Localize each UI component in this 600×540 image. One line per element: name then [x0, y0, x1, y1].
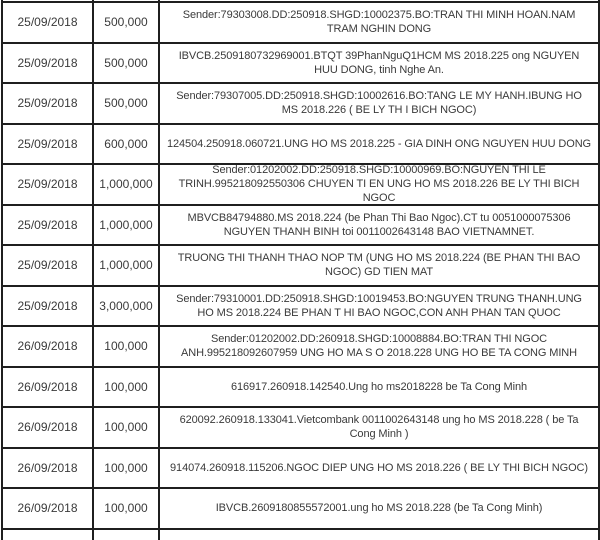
amount-cell: 1,000,000 [94, 165, 160, 206]
amount-cell: 100,000 [94, 449, 160, 490]
clipped-bottom-row-description-cell [160, 530, 600, 540]
amount-cell: 100,000 [94, 327, 160, 368]
amount-cell: 600,000 [94, 125, 160, 166]
date-cell: 25/09/2018 [3, 44, 94, 85]
description-cell: 616917.260918.142540.Ung ho ms2018228 be Ta Cong Minh [160, 368, 600, 409]
amount-cell: 3,000,000 [94, 287, 160, 328]
amount-cell: 100,000 [94, 489, 160, 530]
amount-cell: 100,000 [94, 408, 160, 449]
date-cell: 25/09/2018 [3, 287, 94, 328]
amount-cell: 1,000,000 [94, 246, 160, 287]
description-cell: 124504.250918.060721.UNG HO MS 2018.225 - GIA DINH ONG NGUYEN HUU DONG [160, 125, 600, 166]
description-cell: IBVCB.2509180732969001.BTQT 39PhanNguQ1HCM MS 2018.225 ong NGUYEN HUU DONG, tinh Nghe An. [160, 44, 600, 85]
date-cell: 25/09/2018 [3, 3, 94, 44]
date-cell: 26/09/2018 [3, 368, 94, 409]
description-cell: IBVCB.2609180855572001.ung ho MS 2018.228 (be Ta Cong Minh) [160, 489, 600, 530]
date-cell: 25/09/2018 [3, 165, 94, 206]
amount-cell: 500,000 [94, 3, 160, 44]
date-cell: 26/09/2018 [3, 489, 94, 530]
date-cell: 25/09/2018 [3, 125, 94, 166]
amount-cell: 500,000 [94, 84, 160, 125]
date-cell: 26/09/2018 [3, 408, 94, 449]
description-cell: MBVCB84794880.MS 2018.224 (be Phan Thi Bao Ngoc).CT tu 0051000075306 NGUYEN THANH BINH toi 0011002643148 BAO VIETNAMNET. [160, 206, 600, 247]
date-cell: 26/09/2018 [3, 327, 94, 368]
description-cell: Sender:79310001.DD:250918.SHGD:10019453.BO:NGUYEN TRUNG THANH.UNG HO MS 2018.224 BE PHAN T HI BAO NGOC,CON ANH PHAN TAN QUOC [160, 287, 600, 328]
clipped-bottom-row-date-cell [3, 530, 94, 540]
clipped-bottom-row-amount-cell [94, 530, 160, 540]
description-cell: 914074.260918.115206.NGOC DIEP UNG HO MS 2018.226 ( BE LY THI BICH NGOC) [160, 449, 600, 490]
description-cell: Sender:01202002.DD:250918.SHGD:10000969.BO:NGUYEN THI LE TRINH.995218092550306 CHUYEN TI EN UNG HO MS 2018.226 BE LY THI BICH NGOC [160, 165, 600, 206]
date-cell: 25/09/2018 [3, 206, 94, 247]
date-cell: 25/09/2018 [3, 84, 94, 125]
description-cell: Sender:01202002.DD:260918.SHGD:10008884.BO:TRAN THI NGOC ANH.995218092607959 UNG HO MA S O 2018.228 UNG HO BE TA CONG MINH [160, 327, 600, 368]
description-cell: Sender:79307005.DD:250918.SHGD:10002616.BO:TANG LE MY HANH.IBUNG HO MS 2018.226 ( BE LY TH I BICH NGOC) [160, 84, 600, 125]
amount-cell: 100,000 [94, 368, 160, 409]
description-cell: TRUONG THI THANH THAO NOP TM (UNG HO MS 2018.224 (BE PHAN THI BAO NGOC) GD TIEN MAT [160, 246, 600, 287]
transactions-table [1, 0, 600, 540]
amount-cell: 1,000,000 [94, 206, 160, 247]
amount-cell: 500,000 [94, 44, 160, 85]
date-cell: 25/09/2018 [3, 246, 94, 287]
description-cell: 620092.260918.133041.Vietcombank 0011002643148 ung ho MS 2018.228 ( be Ta Cong Minh ) [160, 408, 600, 449]
description-cell: Sender:79303008.DD:250918.SHGD:10002375.BO:TRAN THI MINH HOAN.NAM TRAM NGHIN DONG [160, 3, 600, 44]
date-cell: 26/09/2018 [3, 449, 94, 490]
